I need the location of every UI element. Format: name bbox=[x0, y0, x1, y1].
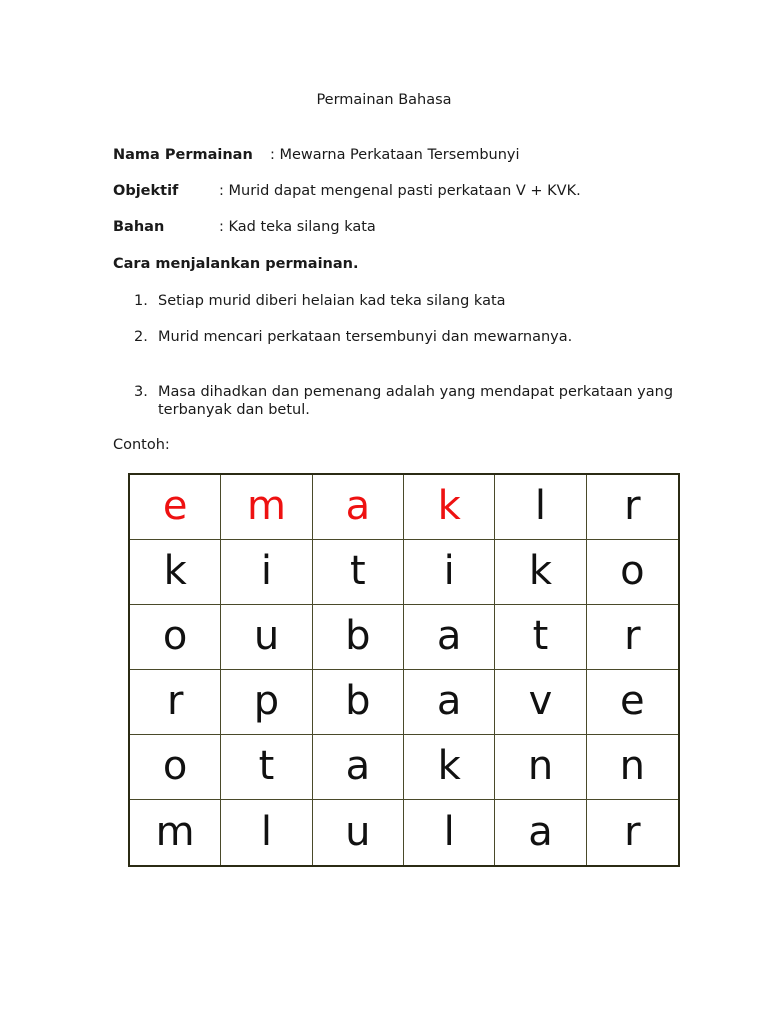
grid-cell: p bbox=[221, 670, 312, 735]
field-label-bahan: Bahan bbox=[113, 219, 165, 235]
grid-cell: r bbox=[587, 475, 678, 540]
word-search-grid bbox=[128, 473, 680, 867]
grid-cell: m bbox=[221, 475, 312, 540]
field-nama-permainan bbox=[113, 147, 520, 163]
example-label: Contoh: bbox=[113, 437, 170, 453]
grid-cell: k bbox=[404, 475, 495, 540]
page-title: Permainan Bahasa bbox=[316, 92, 452, 108]
grid-cell: o bbox=[587, 540, 678, 605]
step-number: 3. bbox=[134, 384, 148, 400]
grid-cell: i bbox=[221, 540, 312, 605]
grid-cell: o bbox=[130, 605, 221, 670]
grid-cell: b bbox=[313, 670, 404, 735]
step-number: 1. bbox=[134, 293, 148, 309]
field-value-nama: : Mewarna Perkataan Tersembunyi bbox=[270, 147, 520, 163]
grid-cell: t bbox=[495, 605, 586, 670]
field-objektif bbox=[113, 183, 581, 199]
grid-cell: u bbox=[313, 800, 404, 865]
step-text: Setiap murid diberi helaian kad teka silang kata bbox=[158, 293, 506, 309]
grid-cell: e bbox=[587, 670, 678, 735]
grid-cell: b bbox=[313, 605, 404, 670]
grid-cell: l bbox=[495, 475, 586, 540]
grid-cell: l bbox=[404, 800, 495, 865]
grid-cell: a bbox=[313, 475, 404, 540]
grid-cell: a bbox=[313, 735, 404, 800]
grid-cell: t bbox=[313, 540, 404, 605]
field-value-objektif: : Murid dapat mengenal pasti perkataan V + KVK. bbox=[219, 183, 581, 199]
grid-cell: k bbox=[130, 540, 221, 605]
grid-cell: a bbox=[495, 800, 586, 865]
grid-cell: n bbox=[495, 735, 586, 800]
grid-cell: e bbox=[130, 475, 221, 540]
field-label-objektif: Objektif bbox=[113, 183, 179, 199]
cara-heading: Cara menjalankan permainan. bbox=[113, 256, 359, 272]
grid-cell: r bbox=[130, 670, 221, 735]
grid-cell: r bbox=[587, 605, 678, 670]
grid-cell: a bbox=[404, 670, 495, 735]
grid-cell: k bbox=[404, 735, 495, 800]
grid-cell: i bbox=[404, 540, 495, 605]
field-label-nama: Nama Permainan bbox=[113, 147, 253, 163]
step-text: Masa dihadkan dan pemenang adalah yang mendapat perkataan yang terbanyak dan betul. bbox=[158, 384, 674, 418]
grid-cell: k bbox=[495, 540, 586, 605]
grid-cell: m bbox=[130, 800, 221, 865]
grid-cell: r bbox=[624, 808, 641, 855]
grid-cell: v bbox=[495, 670, 586, 735]
step-number: 2. bbox=[134, 329, 148, 345]
grid-cell: n bbox=[587, 735, 678, 800]
grid-cell: o bbox=[130, 735, 221, 800]
field-value-bahan: : Kad teka silang kata bbox=[219, 219, 376, 235]
grid-cell: t bbox=[221, 735, 312, 800]
grid-cell: a bbox=[404, 605, 495, 670]
step-text: Murid mencari perkataan tersembunyi dan mewarnanya. bbox=[158, 329, 573, 345]
field-bahan bbox=[113, 219, 376, 235]
grid-cell: l bbox=[221, 800, 312, 865]
grid-cell: u bbox=[221, 605, 312, 670]
